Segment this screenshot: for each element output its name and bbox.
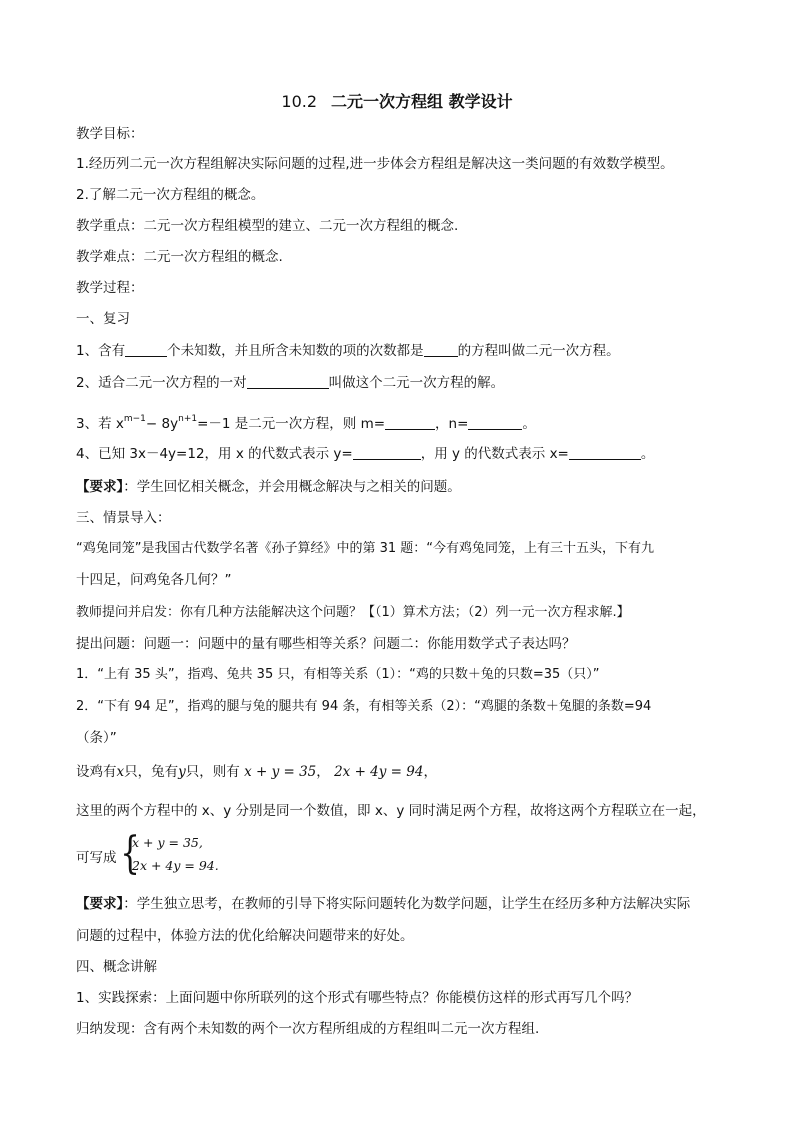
requirement-2: 【要求】：学生独立思考，在教师的引导下将实际问题转化为数学问题，让学生在经历多种方法解决实际	[76, 896, 691, 912]
review-question-3: 3、若 $x^{m-1}- 8y^{n+1}=-1$ 是二元一次方程，则 m= ，n= 。	[76, 414, 536, 432]
relation-2: 2．“下有 94 足”，指鸡的腿与兔的腿共有 94 条，有相等关系（2）：“鸡腿的条数＋兔腿的条数=94	[76, 699, 652, 714]
section-scenario: 三、情景导入：	[76, 510, 171, 526]
key-points: 教学重点：二元一次方程组模型的建立、二元一次方程组的概念.	[76, 218, 459, 234]
relation-1: 1．“上有 35 头”，指鸡、兔共 35 只，有相等关系（1）：“鸡的只数＋兔的只数=35（只）”	[76, 667, 600, 682]
page-title	[0, 89, 794, 112]
goal-2: 2.了解二元一次方程组的概念。	[76, 187, 265, 203]
system-equation-2: 2x + 4y = 94.	[132, 858, 219, 873]
answer-blank	[385, 415, 435, 430]
answer-blank	[569, 445, 641, 460]
practice-explore: 1、实践探索：上面问题中你所联列的这个形式有哪些特点？你能模仿这样的形式再写几个吗？	[76, 990, 639, 1006]
answer-blank	[468, 415, 522, 430]
answer-blank	[247, 374, 329, 389]
system-equation-1: x + y = 35,	[132, 835, 203, 850]
relation-2-cont: （条）”	[76, 730, 117, 746]
section-concept: 四、概念讲解	[76, 959, 157, 975]
equation-system	[76, 828, 376, 882]
answer-blank	[125, 342, 167, 357]
set-unknowns: 设鸡有x只，兔有y只，则有 x + y = 35， 2x + 4y = 94，	[76, 764, 437, 780]
goal-1: 1.经历列二元一次方程组解决实际问题的过程,进一步体会方程组是解决这一类问题的有效数学模型。	[76, 156, 674, 172]
problem-questions: 提出问题：问题一：问题中的量有哪些相等关系？问题二：你能用数学式子表达吗？	[76, 636, 576, 652]
review-question-4: 4、已知 3x－4y=12，用 x 的代数式表示 y= ，用 y 的代数式表示 x= 。	[76, 446, 655, 462]
equation-2: 2x + 4y = 94	[334, 764, 424, 780]
answer-blank	[424, 342, 458, 357]
review-question-2: 2、适合二元一次方程的一对 叫做这个二元一次方程的解。	[76, 375, 505, 391]
title-text: 二元一次方程组 教学设计	[331, 92, 513, 111]
brace-icon: {	[120, 828, 140, 879]
goals-label: 教学目标：	[76, 126, 144, 142]
title-number: 10.2	[281, 92, 318, 111]
section-review: 一、复习	[76, 311, 130, 327]
review-question-1: 1、含有 个未知数，并且所含未知数的项的次数都是 的方程叫做二元一次方程。	[76, 343, 620, 359]
teacher-prompt: 教师提问并启发：你有几种方法能解决这个问题？【（1）算术方法；（2）列一元一次方程求解.】	[76, 605, 630, 620]
requirement-1: 【要求】：学生回忆相关概念，并会用概念解决与之相关的问题。	[76, 479, 461, 495]
process-label: 教学过程：	[76, 280, 144, 296]
difficulty: 教学难点：二元一次方程组的概念.	[76, 249, 283, 265]
story-line-2: 十四足，问鸡兔各几何？”	[76, 572, 232, 588]
equation-1: x + y = 35	[244, 764, 317, 780]
requirement-2-cont: 问题的过程中，体验方法的优化给解决问题带来的好处。	[76, 928, 414, 944]
story-line-1: “鸡兔同笼”是我国古代数学名著《孙子算经》中的第 31 题：“今有鸡兔同笼，上有三十五头，下有九	[76, 541, 655, 556]
answer-blank	[353, 445, 421, 460]
explanation: 这里的两个方程中的 x、y 分别是同一个数值，即 x、y 同时满足两个方程，故将这两个方程联立在一起，	[76, 803, 706, 819]
write-as-label: 可写成	[76, 850, 117, 866]
conclusion: 归纳发现：含有两个未知数的两个一次方程所组成的方程组叫二元一次方程组.	[76, 1021, 540, 1037]
